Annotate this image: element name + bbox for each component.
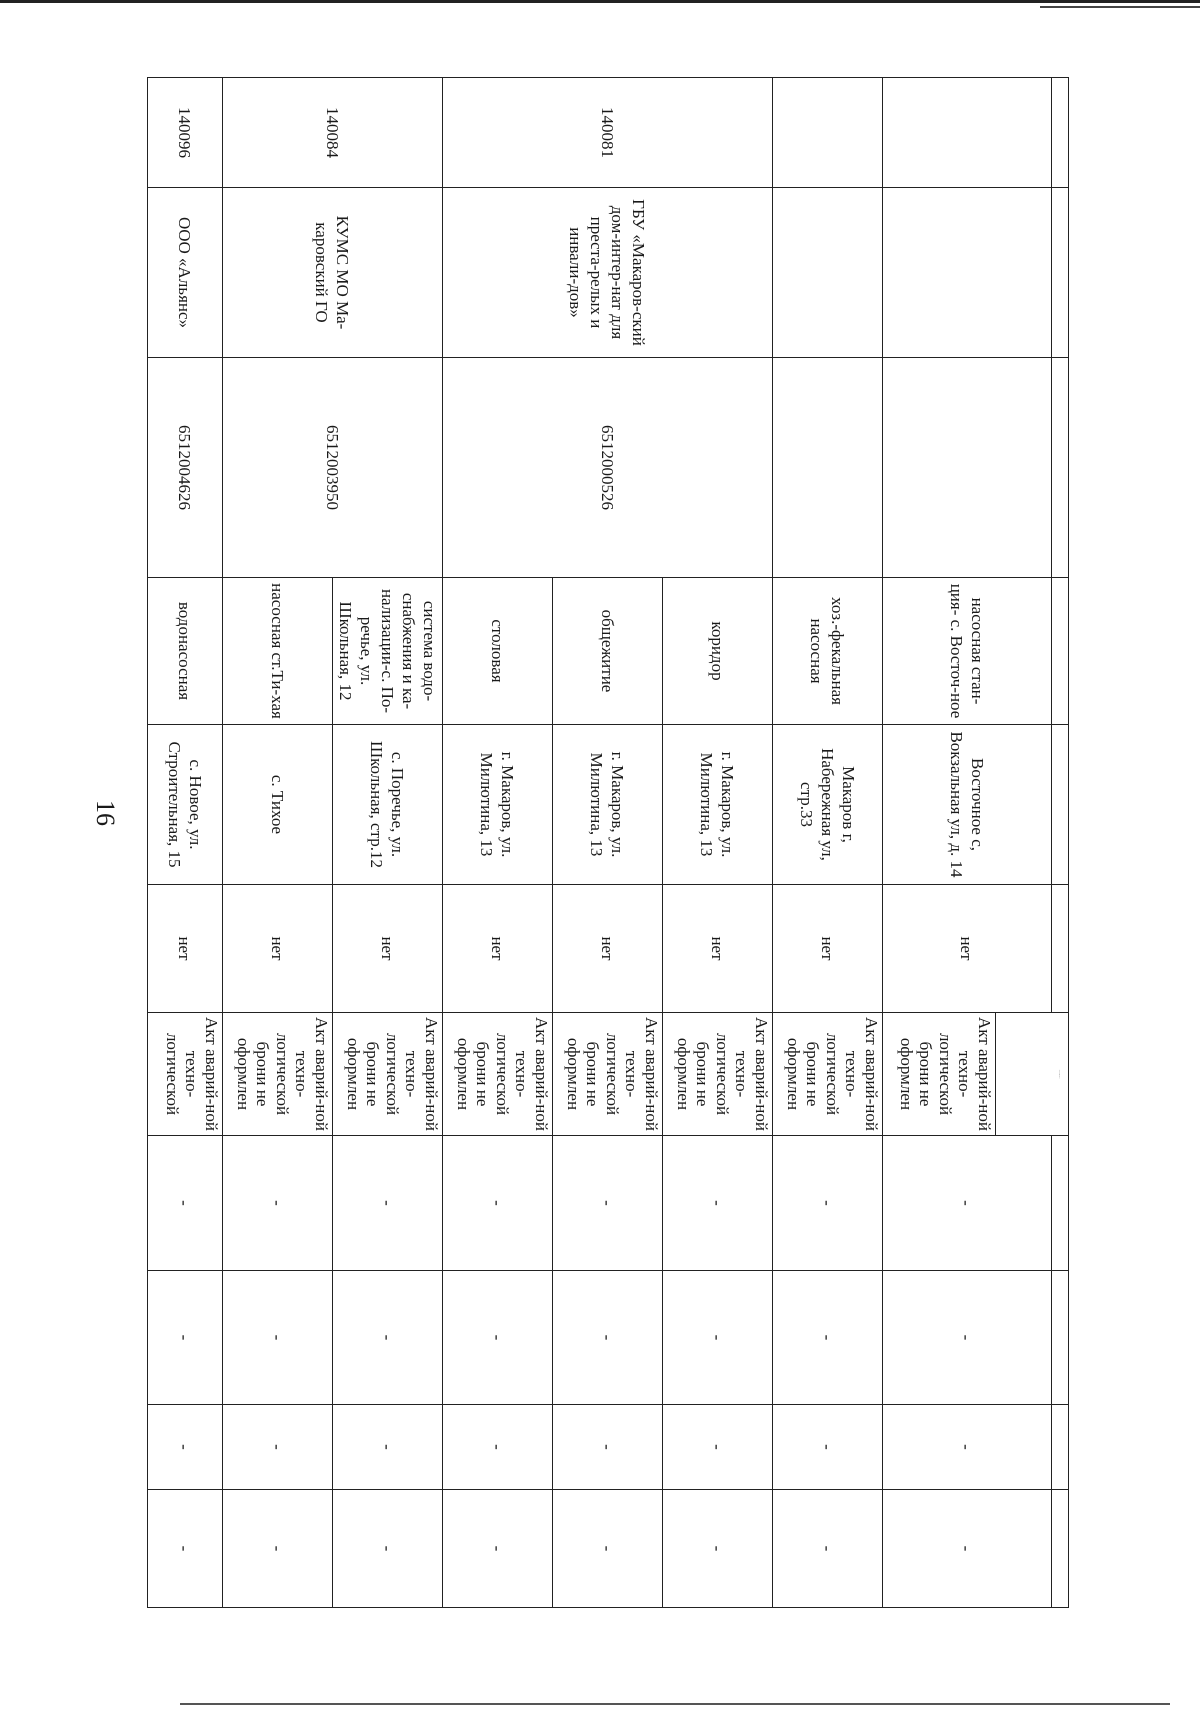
code-cell: 140096 bbox=[148, 78, 223, 188]
table-row bbox=[333, 78, 443, 1608]
c10-cell: - bbox=[223, 1405, 333, 1490]
c11-cell: - bbox=[773, 1490, 883, 1608]
c9-cell: - bbox=[223, 1271, 333, 1405]
c8-cell: - bbox=[663, 1136, 773, 1271]
flag-cell: нет bbox=[443, 885, 553, 1013]
c9-cell: - bbox=[883, 1271, 1052, 1405]
flag-cell: нет bbox=[663, 885, 773, 1013]
act-cell: Акт аварий-ной техно-логической брони не оформлен bbox=[553, 1013, 663, 1136]
act-cell: Акт аварий-ной техно-логической брони не оформлен bbox=[223, 1013, 333, 1136]
flag-cell: нет bbox=[148, 885, 223, 1013]
c11-cell: - bbox=[443, 1490, 553, 1608]
flag-cell: нет bbox=[223, 885, 333, 1013]
address-cell: Макаров г, Набережная ул, стр.33 bbox=[773, 725, 883, 885]
spacer-cell bbox=[1052, 1136, 1069, 1271]
address-cell: г. Макаров, ул. Милютина, 13 bbox=[443, 725, 553, 885]
inn-cell: 6512004626 bbox=[148, 358, 223, 578]
spacer-cell bbox=[1052, 578, 1069, 725]
address-cell: г. Макаров, ул. Милютина, 13 bbox=[553, 725, 663, 885]
spacer-cell bbox=[1052, 78, 1069, 188]
c11-cell: - bbox=[553, 1490, 663, 1608]
continued-act-cell: брони не оформлен bbox=[996, 1013, 1069, 1136]
c10-cell: - bbox=[663, 1405, 773, 1490]
address-cell: с. Поречье, ул. Школьная, стр.12 bbox=[333, 725, 443, 885]
object-cell: насосная стан-ция- с. Восточ-ное bbox=[883, 578, 1052, 725]
table-row-header-spacer bbox=[1052, 78, 1069, 1608]
table-row bbox=[773, 78, 883, 1608]
c10-cell: - bbox=[443, 1405, 553, 1490]
flag-cell: нет bbox=[773, 885, 883, 1013]
spacer-cell bbox=[1052, 725, 1069, 885]
spacer-cell bbox=[1052, 358, 1069, 578]
table-row bbox=[663, 78, 773, 1608]
top-edge-line-right bbox=[1040, 6, 1200, 8]
page-number: 16 bbox=[91, 800, 120, 826]
object-cell: столовая bbox=[443, 578, 553, 725]
c10-cell: - bbox=[883, 1405, 1052, 1490]
c11-cell: - bbox=[883, 1490, 1052, 1608]
object-cell: коридор bbox=[663, 578, 773, 725]
c9-cell: - bbox=[553, 1271, 663, 1405]
flag-cell: нет bbox=[553, 885, 663, 1013]
inn-cell: 6512003950 bbox=[223, 358, 443, 578]
c8-cell: - bbox=[773, 1136, 883, 1271]
act-cell: Акт аварий-ной техно-логической брони не оформлен bbox=[773, 1013, 883, 1136]
c10-cell: - bbox=[333, 1405, 443, 1490]
object-cell: водонасосная bbox=[148, 578, 223, 725]
address-cell: с. Новое, ул. Строительная, 15 bbox=[148, 725, 223, 885]
inn-cell bbox=[773, 358, 883, 578]
object-cell: система водо-снабжения и ка-нализации-с. По-речье, ул. Школьная, 12 bbox=[333, 578, 443, 725]
object-cell: хоз.-фекальная насосная bbox=[773, 578, 883, 725]
code-cell: 140081 bbox=[443, 78, 773, 188]
inn-cell: 6512000526 bbox=[443, 358, 773, 578]
c10-cell: - bbox=[773, 1405, 883, 1490]
c11-cell: - bbox=[148, 1490, 223, 1608]
org-cell: ООО «Альянс» bbox=[148, 188, 223, 358]
table-row bbox=[996, 78, 1052, 1608]
object-cell: общежитие bbox=[553, 578, 663, 725]
bottom-edge-line bbox=[180, 1703, 1170, 1705]
table-row bbox=[148, 78, 223, 1608]
spacer-cell bbox=[1052, 1490, 1069, 1608]
top-edge-line bbox=[0, 0, 1200, 3]
spacer-cell bbox=[1052, 885, 1069, 1013]
c8-cell: - bbox=[883, 1136, 1052, 1271]
act-cell: Акт аварий-ной техно-логической брони не оформлен bbox=[663, 1013, 773, 1136]
c9-cell: - bbox=[663, 1271, 773, 1405]
address-cell: с. Тихое bbox=[223, 725, 333, 885]
c10-cell: - bbox=[148, 1405, 223, 1490]
c8-cell: - bbox=[223, 1136, 333, 1271]
org-cell: КУМС МО Ма-каровский ГО bbox=[223, 188, 443, 358]
c8-cell: - bbox=[148, 1136, 223, 1271]
rotated-table-wrapper bbox=[147, 77, 1069, 1607]
c8-cell: - bbox=[443, 1136, 553, 1271]
c8-cell: - bbox=[333, 1136, 443, 1271]
c11-cell: - bbox=[223, 1490, 333, 1608]
code-cell: 140084 bbox=[223, 78, 443, 188]
c11-cell: - bbox=[663, 1490, 773, 1608]
act-cell: Акт аварий-ной техно-логической bbox=[148, 1013, 223, 1136]
spacer-cell bbox=[1052, 1271, 1069, 1405]
org-cell bbox=[773, 188, 883, 358]
flag-cell: нет bbox=[883, 885, 1052, 1013]
c9-cell: - bbox=[443, 1271, 553, 1405]
c10-cell: - bbox=[553, 1405, 663, 1490]
c11-cell: - bbox=[333, 1490, 443, 1608]
act-cell: Акт аварий-ной техно-логической брони не оформлен bbox=[883, 1013, 996, 1136]
flag-cell: нет bbox=[333, 885, 443, 1013]
c9-cell: - bbox=[148, 1271, 223, 1405]
address-cell: Восточное с, Вокзальная ул, д. 14 bbox=[883, 725, 1052, 885]
code-cell bbox=[773, 78, 883, 188]
code-cell bbox=[883, 78, 1052, 188]
c9-cell: - bbox=[773, 1271, 883, 1405]
spacer-cell bbox=[1052, 1405, 1069, 1490]
org-cell: ГБУ «Макаров-ский дом-интер-нат для преста-релых и инвали-дов» bbox=[443, 188, 773, 358]
act-cell: Акт аварий-ной техно-логической брони не оформлен bbox=[333, 1013, 443, 1136]
inn-cell bbox=[883, 358, 1052, 578]
org-cell bbox=[883, 188, 1052, 358]
object-cell: насосная ст.Ти-хая bbox=[223, 578, 333, 725]
c8-cell: - bbox=[553, 1136, 663, 1271]
address-cell: г. Макаров, ул. Милютина, 13 bbox=[663, 725, 773, 885]
spacer-cell bbox=[1052, 188, 1069, 358]
reservation-table bbox=[147, 77, 1069, 1608]
act-cell: Акт аварий-ной техно-логической брони не оформлен bbox=[443, 1013, 553, 1136]
c9-cell: - bbox=[333, 1271, 443, 1405]
